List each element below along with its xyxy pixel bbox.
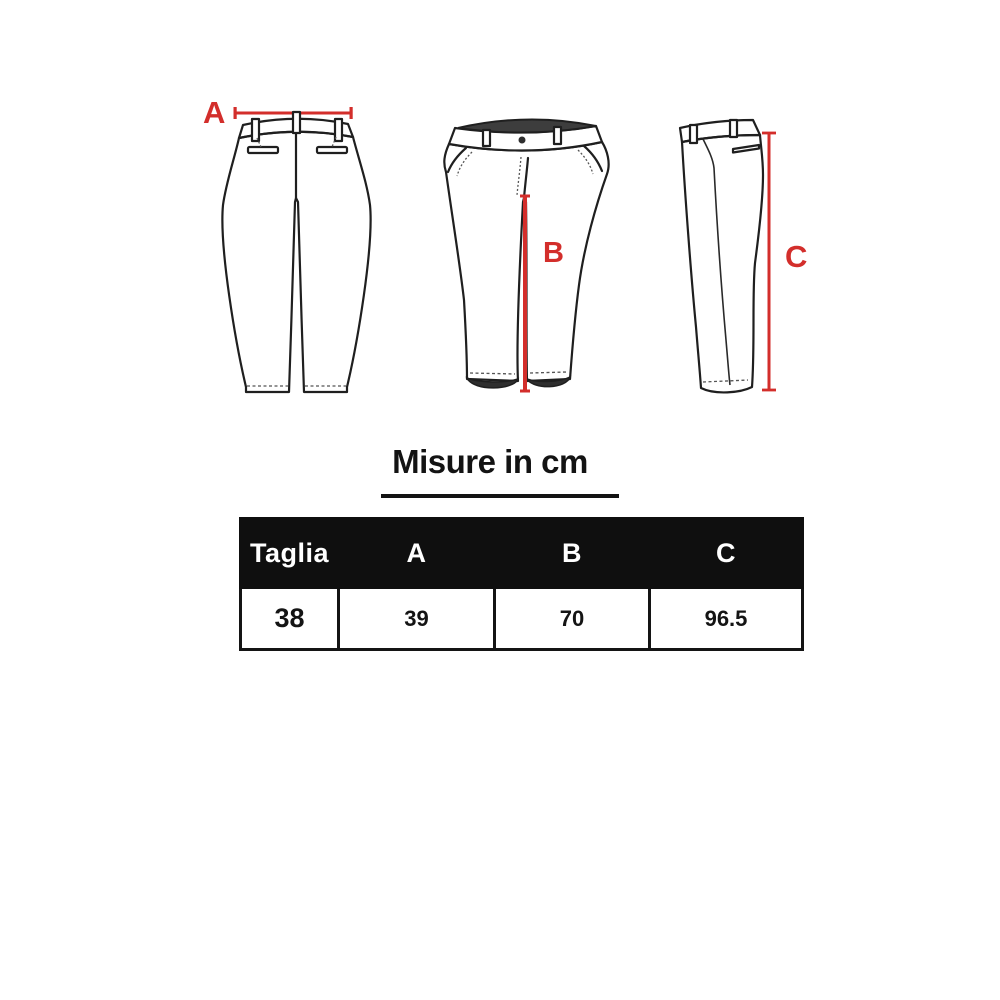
belt-loop <box>690 125 697 143</box>
belt-loop <box>483 130 490 146</box>
belt-loop <box>293 112 300 133</box>
back-pocket <box>317 147 347 153</box>
column-header-c: C <box>650 519 803 588</box>
column-header-b: B <box>495 519 650 588</box>
back-pocket <box>248 147 278 153</box>
size-table <box>239 517 804 651</box>
belt-loop <box>730 120 737 137</box>
measure-label-b: B <box>543 237 564 269</box>
pants-front-view-illustration <box>430 100 630 410</box>
cell-b: 70 <box>495 588 650 650</box>
title-underline <box>381 494 619 498</box>
size-table-header-row <box>241 519 803 588</box>
size-table-row <box>241 588 803 650</box>
outseam-measure-line-C <box>762 133 776 390</box>
pants-side-silhouette <box>682 135 763 392</box>
belt-loop <box>554 127 561 144</box>
column-header-taglia: Taglia <box>241 519 339 588</box>
waist-button <box>519 137 526 144</box>
cell-a: 39 <box>339 588 495 650</box>
size-chart-title: Misure in cm <box>392 443 588 480</box>
belt-loop <box>252 119 259 141</box>
cell-c: 96.5 <box>650 588 803 650</box>
measure-label-c: C <box>785 239 808 274</box>
measure-label-a: A <box>203 95 226 130</box>
column-header-a: A <box>339 519 495 588</box>
pants-back-view-illustration <box>195 95 385 410</box>
cell-taglia: 38 <box>241 588 339 650</box>
